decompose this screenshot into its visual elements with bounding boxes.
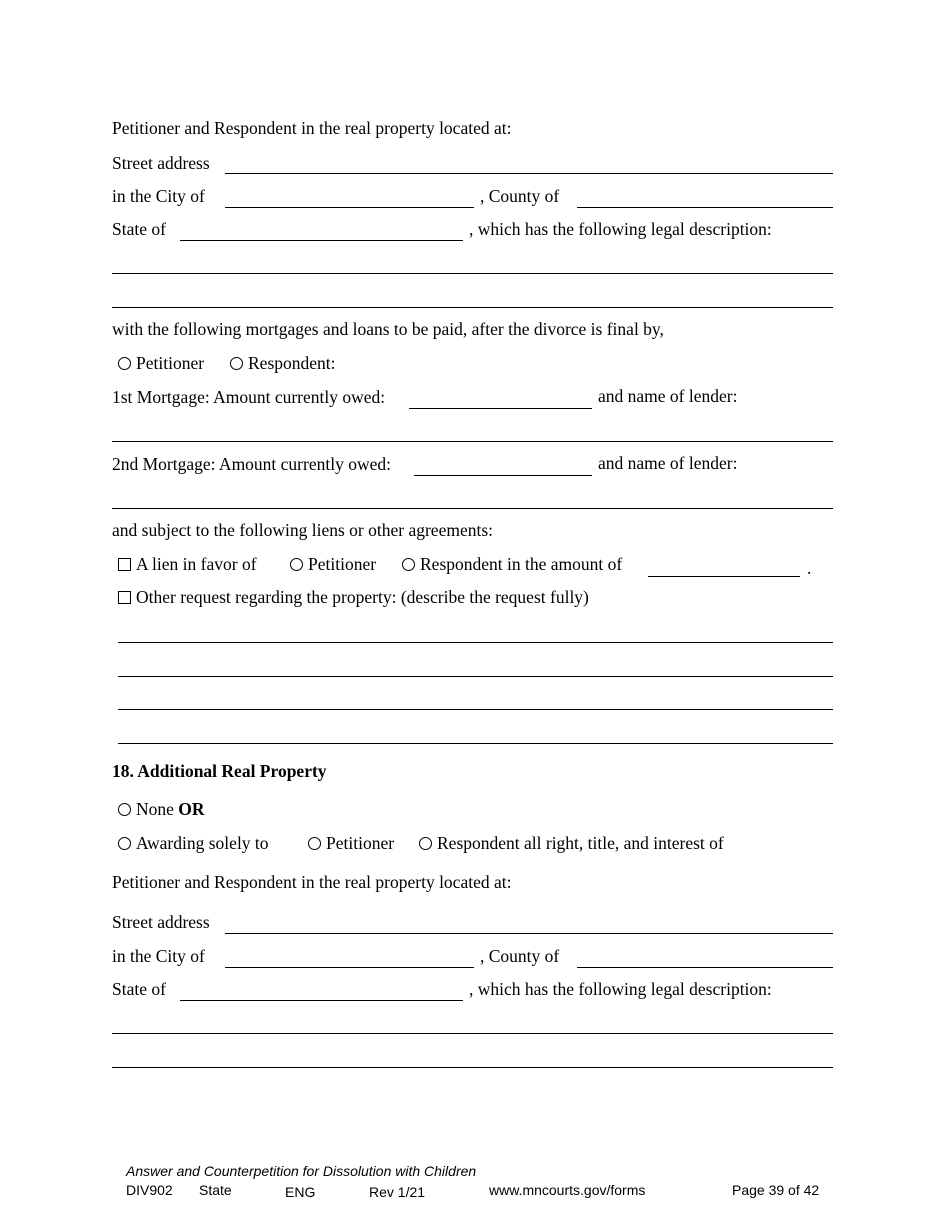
legal-description-label: , which has the following legal description:: [469, 219, 772, 239]
other-request-line-1[interactable]: [118, 642, 833, 643]
city-field-2[interactable]: [225, 967, 474, 968]
legal-description-label-2: , which has the following legal description:: [469, 979, 772, 999]
petitioner-label: Petitioner: [308, 554, 377, 574]
section-18-heading: 18. Additional Real Property: [112, 761, 327, 781]
state-field[interactable]: [180, 240, 463, 241]
street-address-label: Street address: [112, 153, 210, 173]
legal-description-line-3[interactable]: [112, 1033, 833, 1034]
legal-description-line-2[interactable]: [112, 307, 833, 308]
state-field-2[interactable]: [180, 1000, 463, 1001]
state-label: State of: [112, 219, 166, 239]
other-request-label: Other request regarding the property: (describe the request fully): [136, 587, 589, 607]
other-request-line-3[interactable]: [118, 709, 833, 710]
county-field[interactable]: [577, 207, 833, 208]
lien-checkbox[interactable]: [118, 554, 257, 575]
county-label: , County of: [480, 186, 560, 206]
award-respondent-radio[interactable]: [419, 833, 724, 854]
other-request-line-2[interactable]: [118, 676, 833, 677]
mortgage-intro: with the following mortgages and loans to be paid, after the divorce is final by,: [112, 319, 664, 339]
county-field-2[interactable]: [577, 967, 833, 968]
county-label-2: , County of: [480, 946, 560, 966]
other-request-line-4[interactable]: [118, 743, 833, 744]
mortgage2-amount-label: 2nd Mortgage: Amount currently owed:: [112, 454, 391, 474]
petitioner-label: Petitioner: [136, 353, 205, 373]
checkbox-icon[interactable]: [118, 591, 131, 604]
state-label-2: State of: [112, 979, 166, 999]
radio-icon[interactable]: [419, 837, 432, 850]
footer-jurisdiction: State: [199, 1182, 232, 1198]
mortgage2-lender-label: and name of lender:: [598, 453, 738, 473]
liens-intro: and subject to the following liens or other agreements:: [112, 520, 494, 540]
property-intro: Petitioner and Respondent in the real property located at:: [112, 118, 512, 138]
award-petitioner-radio[interactable]: [308, 833, 394, 854]
respondent-label: Respondent:: [248, 353, 336, 373]
city-label-2: in the City of: [112, 946, 205, 966]
lien-amount-field[interactable]: [648, 576, 800, 577]
footer-revision: Rev 1/21: [369, 1184, 426, 1200]
mortgage2-lender-field[interactable]: [112, 508, 833, 509]
awarding-label: Awarding solely to: [136, 833, 269, 853]
respondent-interest-label: Respondent all right, title, and interest of: [437, 833, 724, 853]
mortgage1-lender-field[interactable]: [112, 441, 833, 442]
legal-description-line-4[interactable]: [112, 1067, 833, 1068]
lien-label: A lien in favor of: [136, 554, 257, 574]
none-radio[interactable]: [118, 799, 205, 820]
radio-icon[interactable]: [308, 837, 321, 850]
footer-language: ENG: [285, 1184, 316, 1200]
paid-by-petitioner-radio[interactable]: [118, 353, 204, 374]
radio-icon[interactable]: [118, 837, 131, 850]
mortgage2-amount-field[interactable]: [414, 475, 592, 476]
other-request-checkbox[interactable]: [118, 587, 589, 608]
radio-icon[interactable]: [230, 357, 243, 370]
lien-respondent-radio[interactable]: [402, 554, 622, 575]
legal-description-line-1[interactable]: [112, 273, 833, 274]
mortgage1-amount-label: 1st Mortgage: Amount currently owed:: [112, 387, 386, 407]
lien-petitioner-radio[interactable]: [290, 554, 376, 575]
radio-icon[interactable]: [290, 558, 303, 571]
radio-icon[interactable]: [118, 803, 131, 816]
street-address-field-2[interactable]: [225, 933, 833, 934]
respondent-amount-label: Respondent in the amount of: [420, 554, 623, 574]
footer-form-id: DIV902: [126, 1182, 173, 1198]
or-label: OR: [178, 799, 205, 819]
radio-icon[interactable]: [118, 357, 131, 370]
footer-url[interactable]: www.mncourts.gov/forms: [489, 1182, 646, 1198]
property-intro-2: Petitioner and Respondent in the real property located at:: [112, 872, 512, 892]
footer-form-title: Answer and Counterpetition for Dissolution with Children: [126, 1163, 477, 1179]
street-address-field[interactable]: [225, 173, 833, 174]
checkbox-icon[interactable]: [118, 558, 131, 571]
awarding-radio[interactable]: [118, 833, 269, 854]
paid-by-respondent-radio[interactable]: [230, 353, 336, 374]
street-address-label-2: Street address: [112, 912, 210, 932]
city-label: in the City of: [112, 186, 205, 206]
radio-icon[interactable]: [402, 558, 415, 571]
footer-page-number: Page 39 of 42: [732, 1182, 820, 1198]
petitioner-label: Petitioner: [326, 833, 395, 853]
mortgage1-amount-field[interactable]: [409, 408, 592, 409]
city-field[interactable]: [225, 207, 474, 208]
period: .: [807, 558, 812, 578]
mortgage1-lender-label: and name of lender:: [598, 386, 738, 406]
none-label: None: [136, 799, 174, 819]
